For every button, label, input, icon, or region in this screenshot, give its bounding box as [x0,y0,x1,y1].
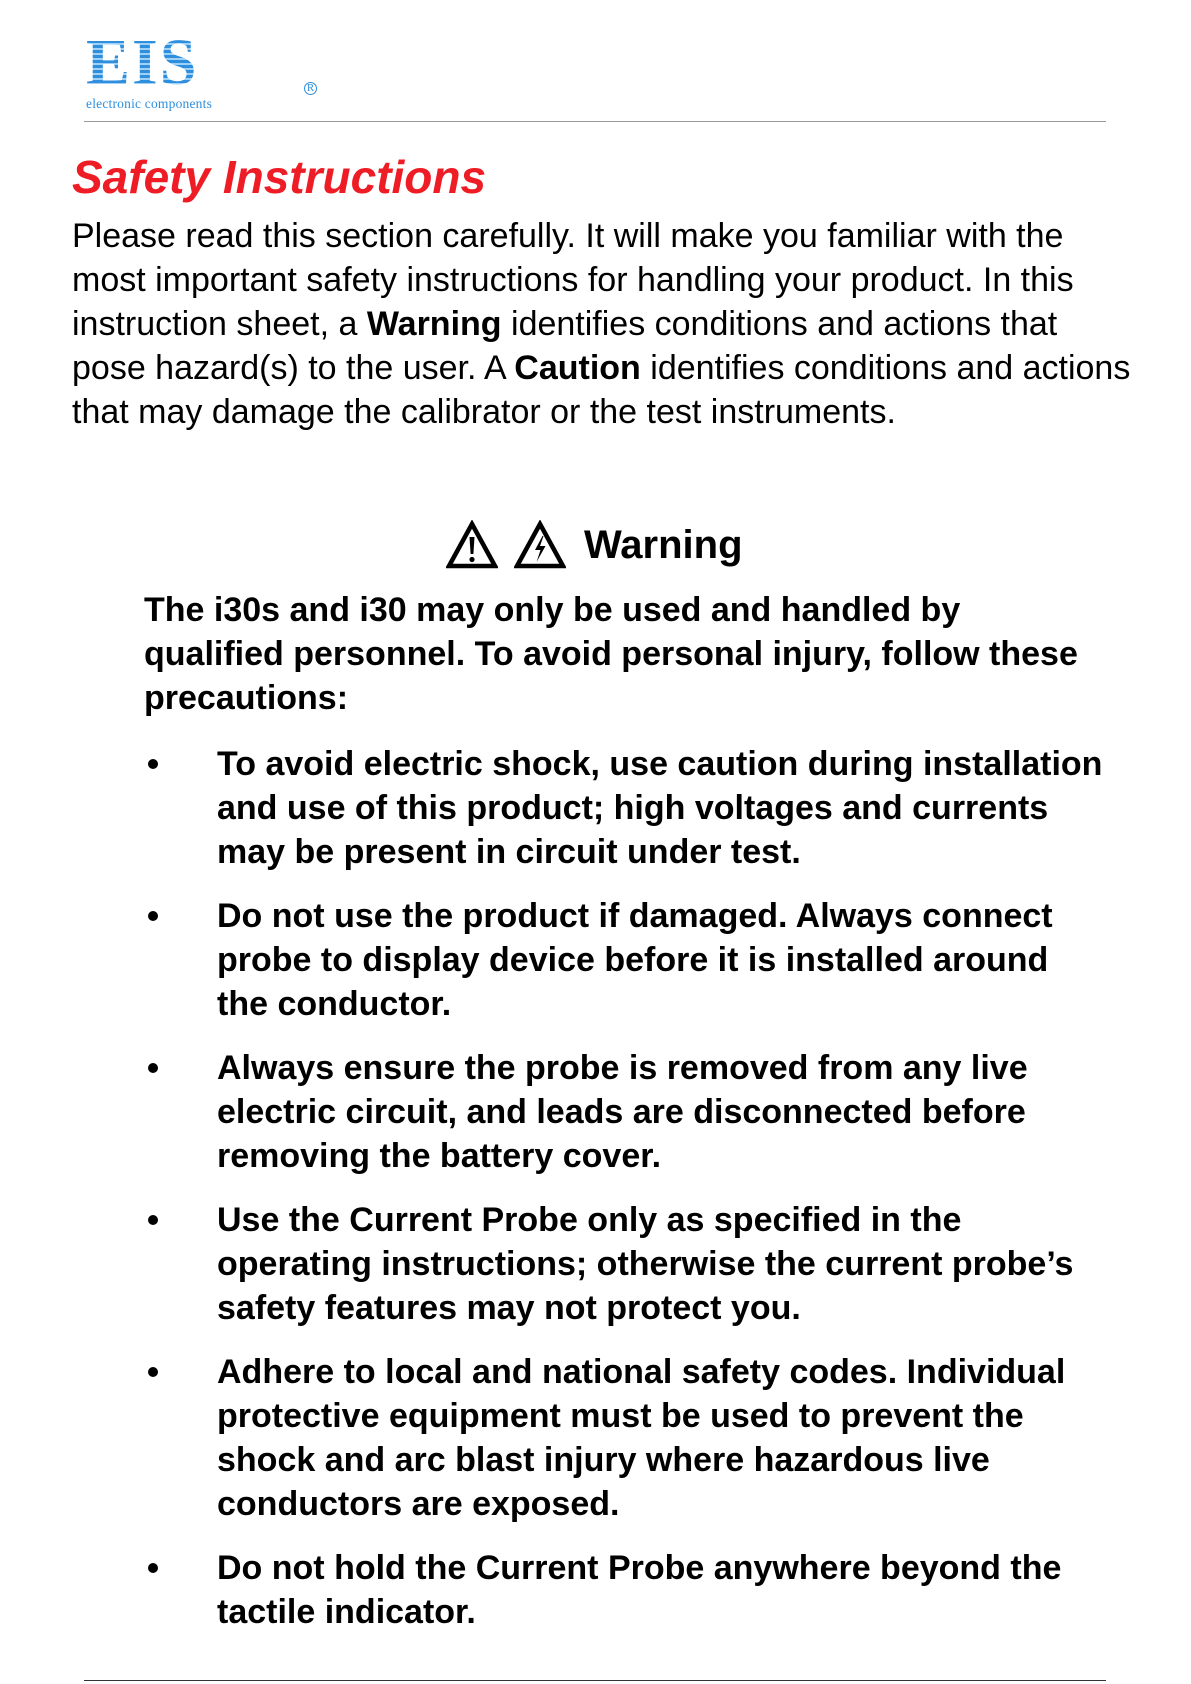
list-item-text: To avoid electric shock, use caution during installation and use of this product; high voltages and currents may be present in circuit under test. [217,745,1103,871]
high-voltage-icon [514,520,566,570]
header-divider [84,121,1106,122]
list-item [144,1350,1104,1526]
bullet-dot-icon [148,1215,158,1225]
list-item [144,1198,1104,1330]
intro-text-1: Please read this section carefully. It will make you familiar with the most important safety instructions for handling your product. In this instruction sheet, a [72,217,1074,343]
bullet-dot-icon [148,759,158,769]
list-item-text: Adhere to local and national safety codes. Individual protective equipment must be used to prevent the shock and arc blast injury where hazardous live conductors are exposed. [217,1353,1066,1523]
list-item-text: Do not hold the Current Probe anywhere beyond the tactile indicator. [217,1549,1062,1631]
logo-wordmark: EIS [86,26,199,99]
intro-warning-term: Warning [366,305,502,343]
list-item-text: Do not use the product if damaged. Always connect probe to display device before it is installed around the conductor. [217,897,1053,1023]
bullet-dot-icon [148,1563,158,1573]
logo-tagline: electronic components [86,96,213,111]
precautions-list [144,742,1104,1654]
warning-heading [446,520,743,570]
list-item [144,742,1104,874]
warning-intro: The i30s and i30 may only be used and handled by qualified personnel. To avoid personal injury, follow these precautions: [144,591,1078,717]
page-title: Safety Instructions [72,151,487,203]
bullet-dot-icon [148,1367,158,1377]
list-item [144,1046,1104,1178]
eis-logo [86,26,315,114]
intro-caution-term: Caution [514,349,641,387]
list-item [144,894,1104,1026]
bullet-dot-icon [148,1063,158,1073]
warning-heading-label: Warning [584,523,743,567]
intro-paragraph [72,214,1132,434]
warning-triangle-icon [446,520,498,570]
list-item-text: Use the Current Probe only as specified in the operating instructions; otherwise the current probe’s safety features may not protect you. [217,1201,1074,1327]
intro-text-3: identifies conditions and actions that may damage the calibrator or the test instruments. [72,349,1131,431]
registered-mark: R [304,82,317,95]
bullet-dot-icon [148,911,158,921]
list-item-text: Always ensure the probe is removed from any live electric circuit, and leads are disconnected before removing the battery cover. [217,1049,1028,1175]
intro-text-2: identifies conditions and actions that pose hazard(s) to the user. A [72,305,1058,387]
list-item [144,1546,1104,1634]
footer-divider [84,1680,1106,1681]
